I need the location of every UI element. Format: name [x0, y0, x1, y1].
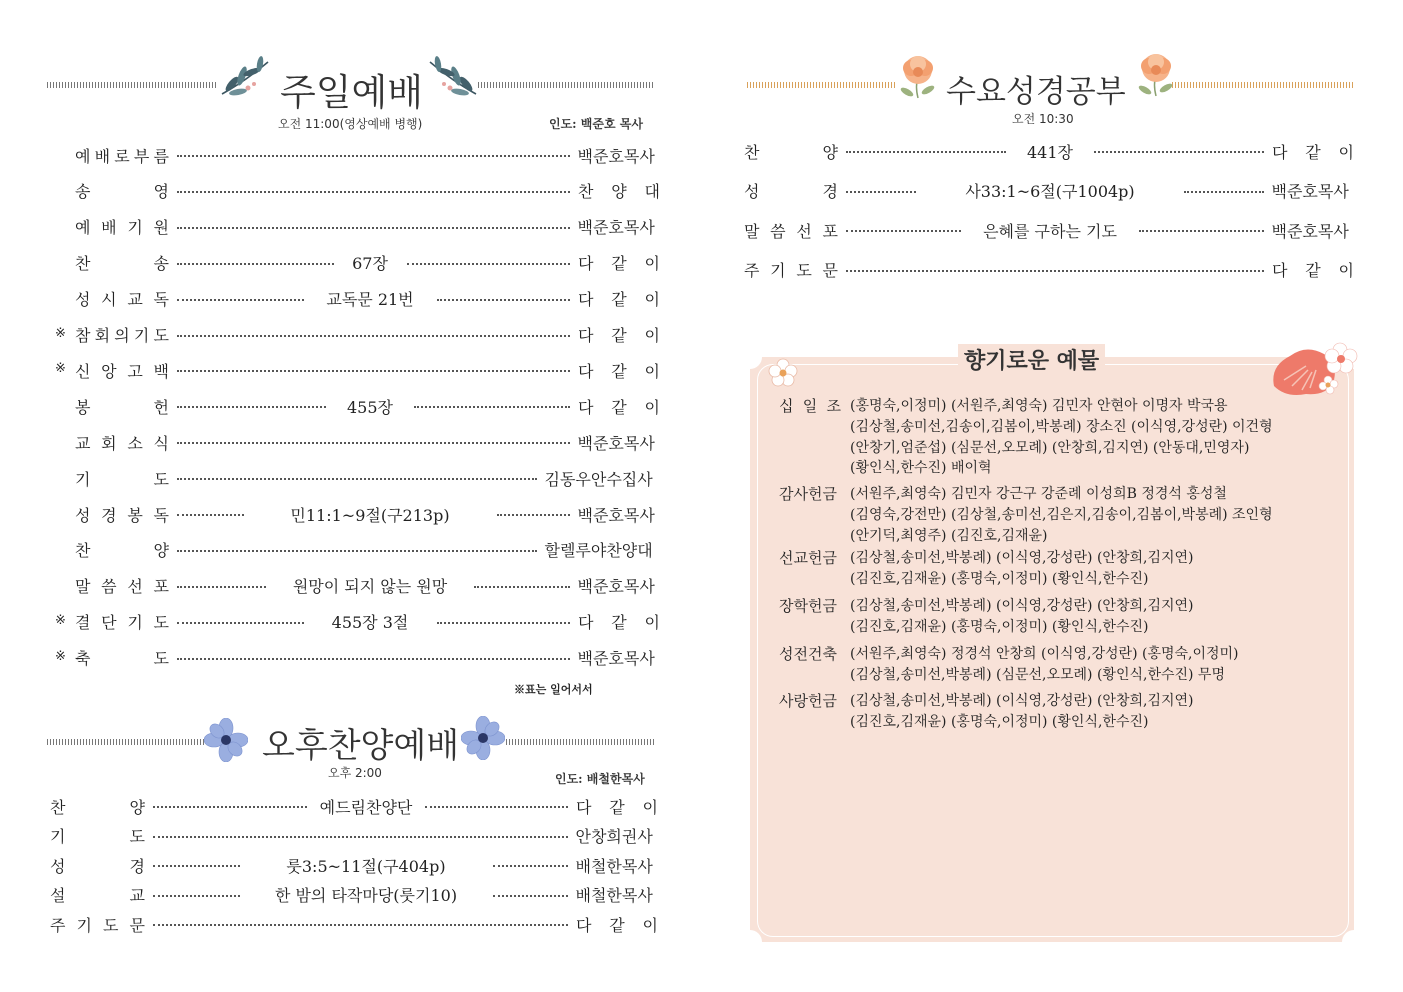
leader-dots — [407, 263, 571, 265]
order-row — [744, 257, 1354, 283]
order-person: 배철한목사 — [575, 856, 653, 876]
order-label: 예 배 기 원 — [75, 218, 169, 238]
order-row — [55, 214, 660, 240]
leader-dots — [474, 586, 570, 588]
order-row — [55, 142, 660, 168]
order-detail: 교독문 21번 — [326, 290, 414, 310]
offering-names: (김상철,송미선,김송이,김봄이,박봉례) 장소진 (이식영,강성란) 이건형 — [850, 418, 1273, 435]
leader-dots — [425, 806, 568, 808]
leader-dots — [177, 514, 244, 516]
offering-label: 감사헌금 — [779, 485, 837, 503]
leader-dots — [1094, 151, 1264, 153]
order-row — [55, 250, 660, 276]
leader-dots — [177, 227, 570, 229]
offering-names: (김진호,김재윤) (홍명숙,이정미) (황인식,한수진) — [850, 570, 1149, 587]
order-row — [55, 286, 660, 312]
service-leader: 인도: 백준호 목사 — [549, 117, 643, 131]
afternoon-title: 오후찬양예배 — [262, 726, 460, 766]
flower-icon — [768, 358, 798, 388]
order-row — [48, 823, 658, 849]
offering-names: (김영숙,강전만) (김상철,송미선,김은지,김송이,김봄이,박봉례) 조인형 — [850, 506, 1273, 523]
order-person: 할렐루야찬양대 — [544, 541, 653, 561]
leader-dots — [177, 155, 570, 157]
order-detail: 한 밤의 타작마당(룻기10) — [274, 886, 458, 906]
order-person: 백준호목사 — [577, 433, 655, 453]
order-label: 주 기 도 문 — [744, 261, 838, 280]
order-detail: 은혜를 구하는 기도 — [983, 221, 1117, 241]
order-label: 말 씀 선 포 — [75, 577, 169, 597]
leader-dots — [177, 370, 570, 372]
standing-note: ※표는 일어서서 — [514, 683, 593, 696]
title-rule-left — [47, 82, 217, 88]
order-row — [55, 357, 660, 383]
order-label: 기 도 — [50, 827, 145, 847]
order-label: 결 단 기 도 — [75, 613, 169, 633]
order-label: 신 앙 고 백 — [75, 361, 169, 381]
stand-mark: ※ — [55, 612, 66, 628]
offering-names: (서원주,최영숙) 김민자 강근구 강준례 이성희B 정경석 홍성철 — [850, 486, 1227, 502]
camellia-flower-icon — [1266, 336, 1364, 400]
order-label: 참 회 의 기 도 — [75, 326, 169, 345]
leader-dots — [414, 406, 570, 408]
order-label: 봉 헌 — [75, 397, 169, 417]
leader-dots — [177, 478, 537, 480]
order-row — [55, 573, 660, 599]
leader-dots — [846, 191, 916, 193]
order-person: 다 같 이 — [578, 326, 660, 345]
order-row — [55, 609, 660, 635]
order-person: 안창희권사 — [575, 827, 653, 847]
order-person: 다 같 이 — [578, 613, 660, 633]
offering-label: 장학헌금 — [779, 597, 837, 615]
offering-names: (안기덕,최영주) (김진호,김재윤) — [850, 527, 1048, 544]
order-label: 찬 양 — [50, 797, 145, 817]
offering-names: (김진호,김재윤) (홍명숙,이정미) (황인식,한수진) — [850, 618, 1149, 635]
service-time: 오전 11:00(영상예배 병행) — [278, 117, 423, 131]
title-rule-left — [47, 739, 205, 745]
leader-dots — [177, 335, 570, 337]
order-row — [55, 429, 660, 455]
order-detail: 455장 3절 — [331, 613, 409, 633]
title-rule-right — [478, 82, 655, 88]
offering-names: (김진호,김재윤) (홍명숙,이정미) (황인식,한수진) — [850, 713, 1149, 730]
order-person: 백준호목사 — [1271, 221, 1349, 241]
title-rule-left — [747, 82, 895, 88]
leader-dots — [846, 230, 961, 232]
order-label: 성 경 봉 독 — [75, 505, 169, 525]
order-label: 말 씀 선 포 — [744, 221, 838, 241]
order-row — [55, 393, 660, 419]
order-person: 백준호목사 — [577, 649, 655, 669]
order-person: 다 같 이 — [576, 915, 658, 935]
order-person: 백준호목사 — [577, 505, 655, 525]
order-label: 주 기 도 문 — [50, 915, 145, 935]
order-person: 다 같 이 — [576, 797, 658, 817]
stand-mark: ※ — [55, 325, 66, 341]
offering-names: (홍명숙,이정미) (서원주,최영숙) 김민자 안현아 이명자 박국용 — [850, 398, 1228, 414]
order-row — [744, 217, 1354, 243]
order-person: 다 같 이 — [578, 361, 660, 381]
order-row — [55, 645, 660, 671]
leader-dots — [846, 151, 1006, 153]
leader-dots — [177, 550, 537, 552]
leader-dots — [177, 622, 304, 624]
title-rule-right — [1172, 82, 1354, 88]
order-label: 성 시 교 독 — [75, 290, 169, 310]
order-label: 성 경 — [744, 182, 838, 201]
offering-label: 십 일 조 — [779, 397, 841, 415]
order-detail: 예드림찬양단 — [319, 797, 413, 817]
offering-names: (김상철,송미선,박봉례) (이식영,강성란) (안창희,김지연) — [850, 693, 1194, 709]
order-row — [55, 501, 660, 527]
order-row — [48, 882, 658, 908]
leader-dots — [846, 270, 1264, 272]
leader-dots — [153, 865, 240, 867]
order-detail: 441장 — [1027, 142, 1073, 162]
offering-names: (김상철,송미선,박봉례) (이식영,강성란) (안창희,김지연) — [850, 550, 1194, 566]
order-row — [48, 852, 658, 878]
leaf-branch-icon — [218, 54, 272, 102]
order-row — [55, 537, 660, 563]
offering-names: (김상철,송미선,박봉례) (이식영,강성란) (안창희,김지연) — [850, 598, 1194, 614]
leader-dots — [153, 895, 240, 897]
order-person: 백준호목사 — [577, 218, 655, 238]
stand-mark: ※ — [55, 361, 66, 377]
order-label: 송 영 — [75, 182, 169, 202]
leader-dots — [497, 514, 570, 516]
leader-dots — [437, 622, 571, 624]
order-label: 찬 양 — [744, 142, 838, 162]
order-person: 다 같 이 — [578, 290, 660, 310]
order-detail: 민11:1~9절(구213p) — [290, 505, 450, 525]
blue-flower-icon — [461, 716, 505, 760]
offering-names: (황인식,한수진) 배이혁 — [850, 460, 992, 477]
order-label: 축 도 — [75, 649, 169, 669]
order-person: 다 같 이 — [1272, 142, 1354, 162]
stand-mark: ※ — [55, 648, 66, 664]
order-detail: 사33:1~6절(구1004p) — [965, 182, 1135, 201]
order-person: 김동우안수집사 — [544, 469, 653, 489]
order-person: 백준호목사 — [1271, 182, 1349, 201]
leader-dots — [177, 586, 266, 588]
order-row — [744, 178, 1354, 204]
orange-flower-icon — [1133, 50, 1179, 100]
order-person: 다 같 이 — [1272, 261, 1354, 280]
leader-dots — [177, 406, 326, 408]
order-row — [744, 138, 1354, 164]
offering-label: 성전건축 — [779, 645, 837, 663]
order-row — [55, 178, 660, 204]
order-detail: 67장 — [352, 254, 388, 274]
order-row — [55, 322, 660, 348]
orange-flower-icon — [895, 52, 941, 102]
order-person: 다 같 이 — [578, 254, 660, 274]
leader-dots — [177, 191, 570, 193]
offerings-title: 향기로운 예물 — [958, 344, 1105, 375]
offering-names: (안창기,엄준섭) (심문선,오모례) (안창희,김지연) (안동대,민영자) — [850, 439, 1250, 456]
afternoon-leader: 인도: 배철한목사 — [555, 772, 645, 786]
order-label: 설 교 — [50, 886, 145, 906]
order-detail: 원망이 되지 않는 원망 — [292, 577, 448, 597]
offering-names: (김상철,송미선,박봉례) (심문선,오모례) (황인식,한수진) 무명 — [850, 666, 1225, 683]
leader-dots — [177, 299, 304, 301]
order-label: 찬 양 — [75, 541, 169, 561]
leader-dots — [1184, 191, 1264, 193]
leader-dots — [493, 895, 568, 897]
leader-dots — [437, 299, 571, 301]
order-row — [55, 465, 660, 491]
leader-dots — [177, 263, 334, 265]
afternoon-time: 오후 2:00 — [328, 766, 382, 780]
leader-dots — [153, 924, 568, 926]
leaf-branch-icon — [426, 54, 480, 102]
offering-label: 선교헌금 — [779, 549, 837, 567]
wednesday-time: 오전 10:30 — [1012, 112, 1074, 126]
leader-dots — [177, 442, 570, 444]
order-row — [48, 793, 658, 819]
offering-label: 사랑헌금 — [779, 692, 837, 710]
offering-names: (서원주,최영숙) 정경석 안창희 (이식영,강성란) (홍명숙,이정미) — [850, 646, 1239, 662]
order-label: 성 경 — [50, 856, 145, 876]
page-title: 주일예배 — [280, 71, 423, 114]
order-detail: 455장 — [347, 397, 393, 417]
order-row — [48, 911, 658, 937]
leader-dots — [153, 806, 307, 808]
order-person: 백준호목사 — [577, 577, 655, 597]
order-person: 백준호목사 — [577, 146, 655, 166]
order-label: 예 배 로 부 름 — [75, 146, 169, 166]
order-person: 찬 양 대 — [578, 182, 660, 202]
order-detail: 룻3:5~11절(구404p) — [286, 856, 446, 876]
order-label: 교 회 소 식 — [75, 433, 169, 453]
order-label: 찬 송 — [75, 254, 169, 274]
leader-dots — [153, 836, 568, 838]
order-person: 배철한목사 — [575, 886, 653, 906]
wednesday-title: 수요성경공부 — [946, 74, 1126, 110]
order-person: 다 같 이 — [578, 397, 660, 417]
order-label: 기 도 — [75, 469, 169, 489]
title-rule-right — [506, 739, 655, 745]
leader-dots — [493, 865, 568, 867]
leader-dots — [177, 658, 570, 660]
blue-flower-icon — [204, 718, 248, 762]
leader-dots — [1139, 230, 1264, 232]
